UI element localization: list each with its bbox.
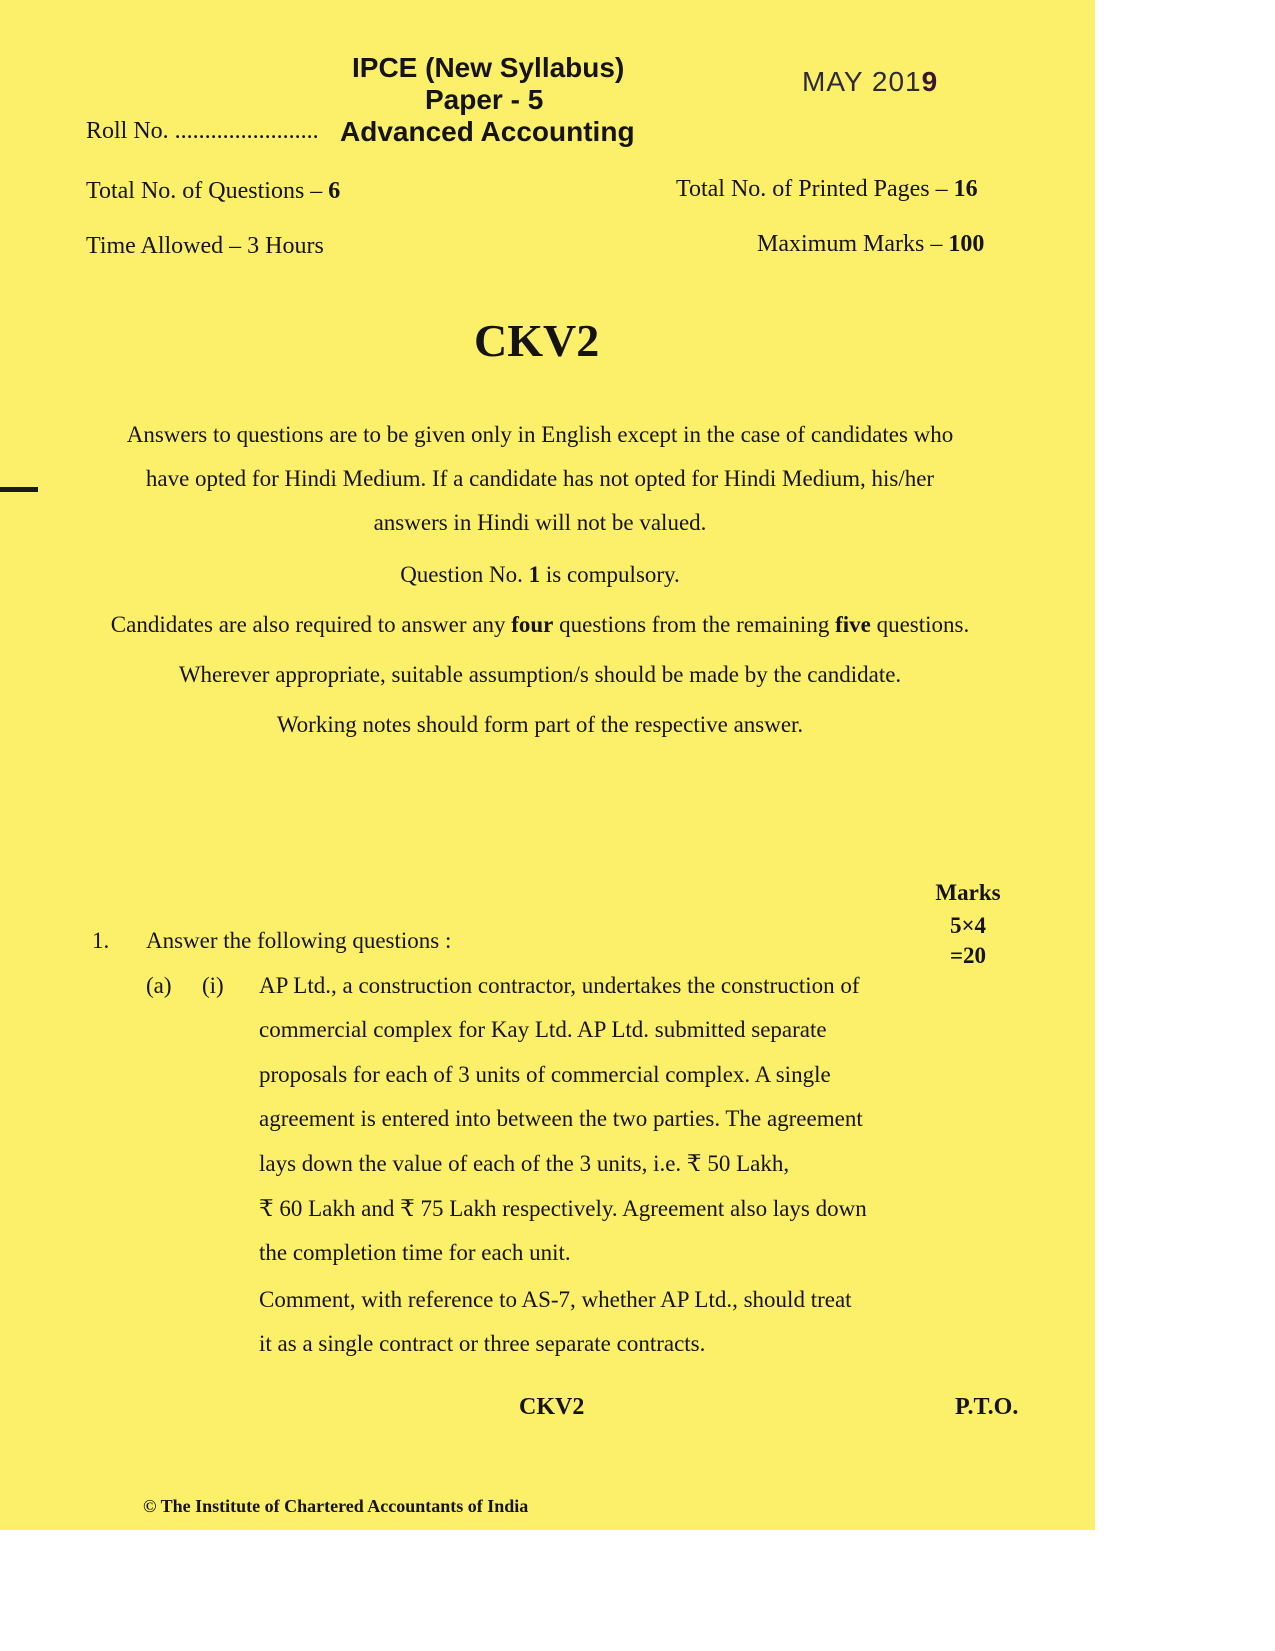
compulsory-number: 1 bbox=[528, 562, 541, 587]
maximum-marks-label: Maximum Marks – bbox=[757, 231, 949, 257]
question-line: it as a single contract or three separate contracts. bbox=[259, 1331, 706, 1356]
time-allowed-value: 3 Hours bbox=[247, 233, 324, 259]
choice-count: four bbox=[511, 612, 554, 637]
question-line: commercial complex for Kay Ltd. AP Ltd. submitted separate bbox=[259, 1017, 827, 1042]
choice-mid: questions from the remaining bbox=[553, 612, 836, 637]
marks-total: =20 bbox=[949, 943, 987, 968]
marks-heading: Marks bbox=[935, 880, 1001, 905]
paper-number: Paper - 5 bbox=[425, 84, 544, 115]
margin-mark bbox=[0, 487, 38, 492]
subject-title: Advanced Accounting bbox=[340, 116, 635, 147]
exam-date-stamp bbox=[802, 66, 938, 98]
question-line: agreement is entered into between the two parties. The agreement bbox=[259, 1106, 863, 1131]
instruction-line-2: have opted for Hindi Medium. If a candidate has not opted for Hindi Medium, his/her bbox=[145, 466, 935, 491]
maximum-marks bbox=[757, 231, 984, 258]
choice-total: five bbox=[835, 612, 871, 637]
question-text: Answer the following questions : bbox=[146, 928, 452, 953]
footer-paper-code: CKV2 bbox=[519, 1394, 585, 1420]
paper-code: CKV2 bbox=[474, 315, 600, 366]
marks-formula: 5×4 bbox=[949, 913, 987, 938]
roll-number-field: Roll No. ........................ bbox=[86, 118, 319, 144]
total-questions-value: 6 bbox=[328, 178, 341, 204]
compulsory-suffix: is compulsory. bbox=[540, 562, 680, 587]
copyright-notice: © The Institute of Chartered Accountants of India bbox=[143, 1496, 529, 1516]
choice-note bbox=[80, 612, 1000, 638]
question-line: lays down the value of each of the 3 units, i.e. ₹ 50 Lakh, bbox=[259, 1151, 790, 1176]
stamp-digit: 9 bbox=[921, 66, 939, 97]
instruction-line-3: answers in Hindi will not be valued. bbox=[373, 510, 707, 535]
page-turn-note: P.T.O. bbox=[955, 1394, 1019, 1420]
choice-prefix: Candidates are also required to answer any bbox=[110, 612, 512, 637]
stamp-text: MAY 201 bbox=[802, 66, 922, 97]
time-allowed-label: Time Allowed – bbox=[86, 233, 248, 259]
time-allowed bbox=[86, 233, 324, 260]
total-pages-label: Total No. of Printed Pages – bbox=[676, 176, 954, 202]
assumption-note: Wherever appropriate, suitable assumption/s should be made by the candidate. bbox=[178, 662, 902, 687]
instruction-line-1: Answers to questions are to be given only in English except in the case of candidates who bbox=[126, 422, 954, 447]
total-questions-label: Total No. of Questions – bbox=[86, 178, 329, 204]
question-line: proposals for each of 3 units of commercial complex. A single bbox=[259, 1062, 831, 1087]
question-line: ₹ 60 Lakh and ₹ 75 Lakh respectively. Agreement also lays down bbox=[259, 1196, 867, 1221]
maximum-marks-value: 100 bbox=[948, 231, 985, 257]
compulsory-note bbox=[80, 562, 1000, 588]
total-questions bbox=[86, 178, 340, 205]
question-line: AP Ltd., a construction contractor, undertakes the construction of bbox=[259, 973, 860, 998]
question-number: 1. bbox=[92, 928, 110, 953]
part-a-label: (a) bbox=[146, 973, 172, 998]
total-pages bbox=[676, 176, 978, 203]
total-pages-value: 16 bbox=[953, 176, 978, 202]
question-line: Comment, with reference to AS-7, whether AP Ltd., should treat bbox=[259, 1287, 852, 1312]
question-line: the completion time for each unit. bbox=[259, 1240, 571, 1265]
sub-i-label: (i) bbox=[202, 973, 224, 998]
choice-suffix: questions. bbox=[870, 612, 970, 637]
syllabus-heading: IPCE (New Syllabus) bbox=[352, 52, 625, 83]
working-notes-note: Working notes should form part of the respective answer. bbox=[276, 712, 804, 737]
compulsory-prefix: Question No. bbox=[400, 562, 529, 587]
